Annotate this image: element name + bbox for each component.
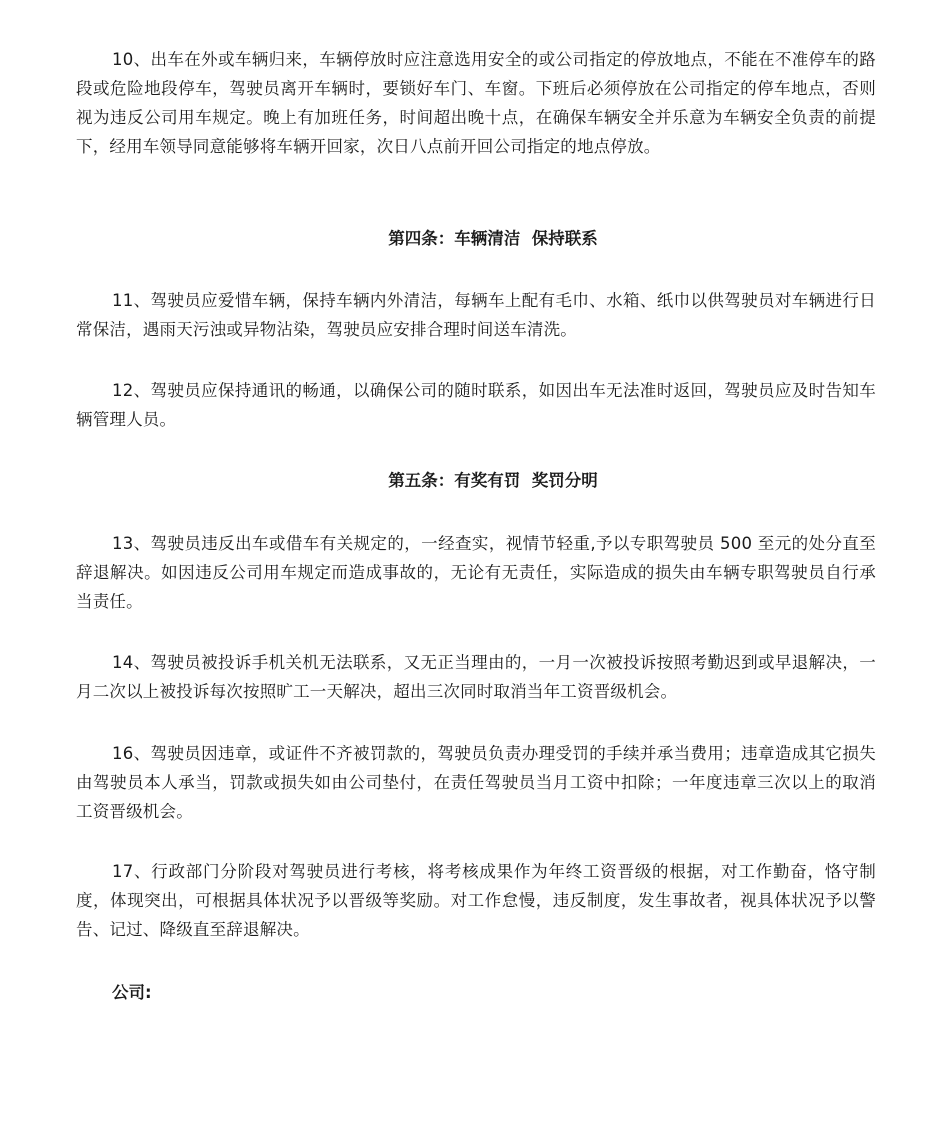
paragraph-14: 14、驾驶员被投诉手机关机无法联系，又无正当理由的，一月一次被投诉按照考勤迟到或早退解决，一月二次以上被投诉每次按照旷工一天解决，超出三次同时取消当年工资晋级机会。 [76, 653, 876, 701]
paragraph-13: 13、驾驶员违反出车或借车有关规定的，一经查实，视情节轻重,予以专职驾驶员 500 至元的处分直至辞退解决。如因违反公司用车规定而造成事故的，无论有无责任，实际造成的损失由车辆专职驾驶员自行承当责任。 [76, 534, 876, 611]
paragraph-12: 12、驾驶员应保持通讯的畅通，以确保公司的随时联系，如因出车无法准时返回，驾驶员应及时告知车辆管理人员。 [76, 381, 876, 429]
signature-company-label: 公司: [112, 983, 152, 1002]
paragraph-10: 10、出车在外或车辆归来，车辆停放时应注意选用安全的或公司指定的停放地点，不能在不准停车的路段或危险地段停车，驾驶员离开车辆时，要锁好车门、车窗。下班后必须停放在公司指定的停车地点，否则视为违反公司用车规定。晚上有加班任务，时间超出晚十点，在确保车辆安全并乐意为车辆安全负责的前提下，经用车领导同意能够将车辆开回家，次日八点前开回公司指定的地点停放。 [76, 50, 876, 156]
paragraph-16: 16、驾驶员因违章，或证件不齐被罚款的，驾驶员负责办理受罚的手续并承当费用；违章造成其它损失由驾驶员本人承当，罚款或损失如由公司垫付，在责任驾驶员当月工资中扣除；一年度违章三次以上的取消工资晋级机会。 [76, 744, 876, 821]
paragraph-11: 11、驾驶员应爱惜车辆，保持车辆内外清洁，每辆车上配有毛巾、水箱、纸巾以供驾驶员对车辆进行日常保洁，遇雨天污浊或异物沾染，驾驶员应安排合理时间送车清洗。 [76, 291, 876, 339]
heading-article-4: 第四条：车辆清洁 保持联系 [388, 229, 598, 248]
heading-article-5: 第五条：有奖有罚 奖罚分明 [388, 471, 598, 490]
paragraph-17: 17、行政部门分阶段对驾驶员进行考核，将考核成果作为年终工资晋级的根据，对工作勤奋，恪守制度，体现突出，可根据具体状况予以晋级等奖励。对工作怠慢，违反制度，发生事故者，视具体状况予以警告、记过、降级直至辞退解决。 [76, 862, 876, 939]
